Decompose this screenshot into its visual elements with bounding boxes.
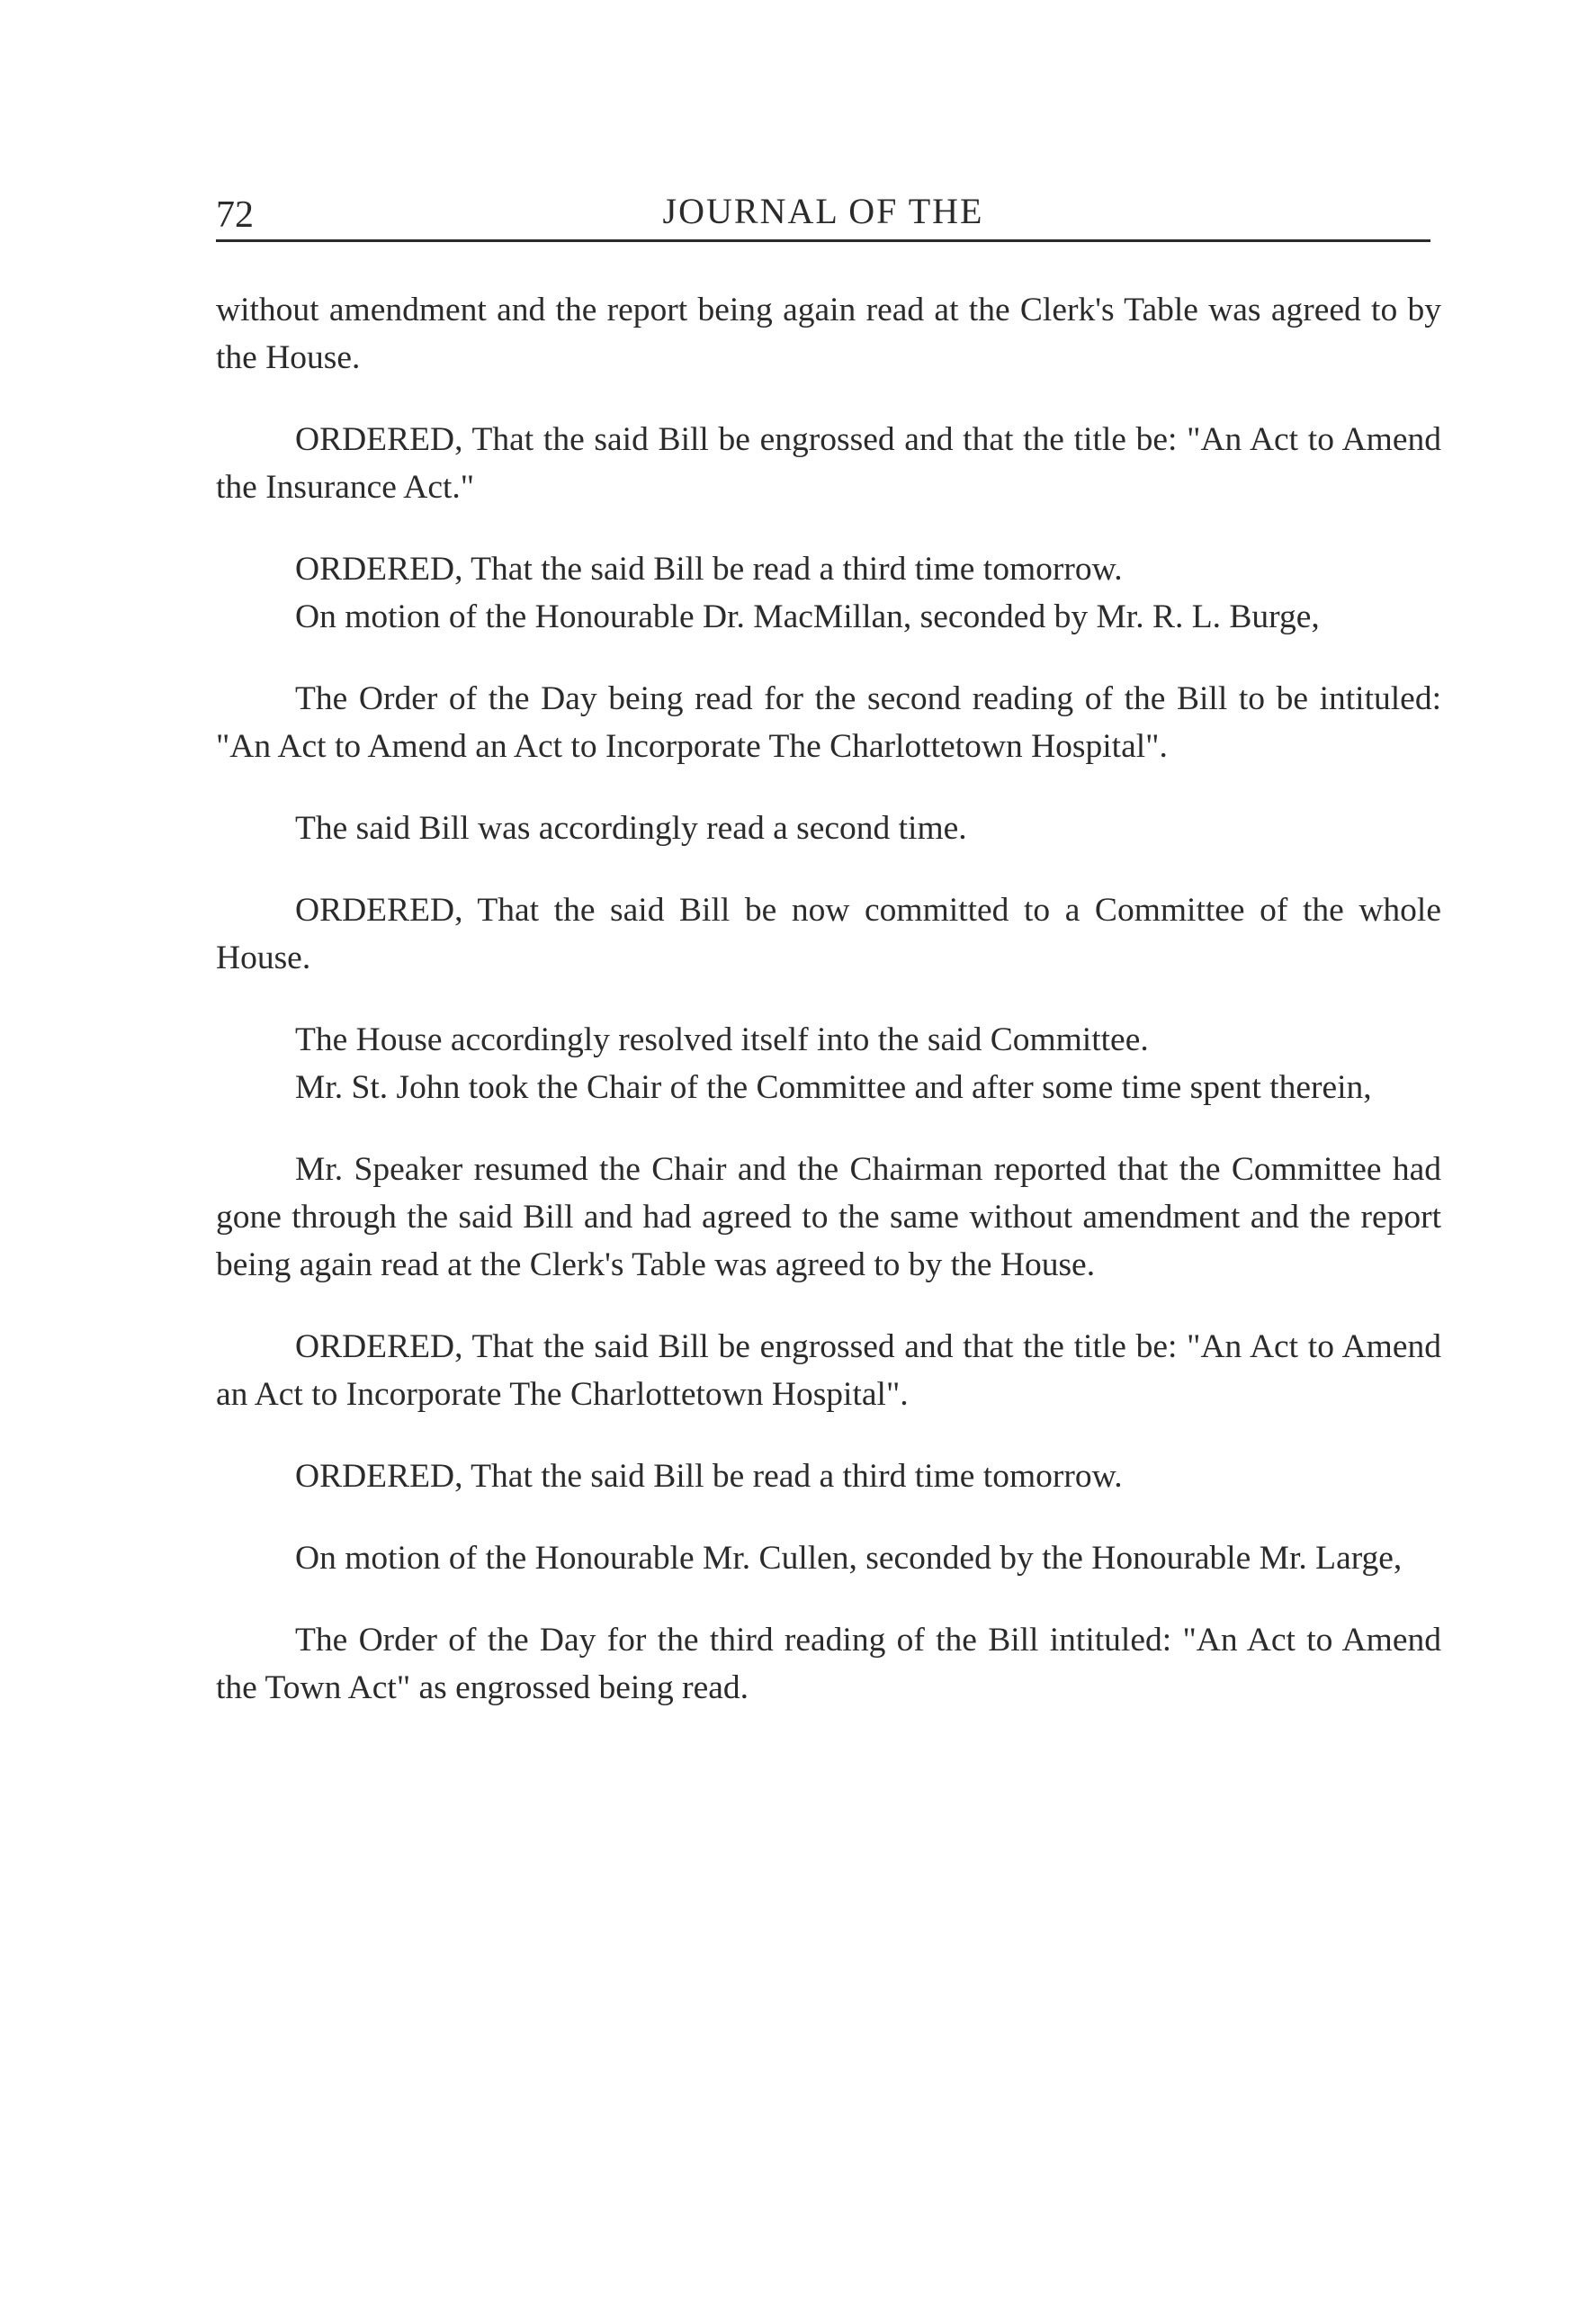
paragraph-order-of-day-third-reading: The Order of the Day for the third reading of the Bill intituled: "An Act to Amend the Town Act" as engrossed being read. — [216, 1622, 1441, 1706]
paragraph-house-resolved: The House accordingly resolved itself into the said Committee. — [295, 1021, 1149, 1058]
paragraph-st-john-chair: Mr. St. John took the Chair of the Committee and after some time spent therein, — [295, 1069, 1372, 1106]
paragraph-ordered-third-reading: ORDERED, That the said Bill be read a third time tomorrow. — [295, 551, 1123, 588]
running-head — [216, 185, 1430, 242]
journal-body — [216, 286, 1441, 1746]
paragraph-ordered-third-reading-hospital: ORDERED, That the said Bill be read a third time tomorrow. — [295, 1458, 1123, 1495]
paragraph-motion-cullen: On motion of the Honourable Mr. Cullen, seconded by the Honourable Mr. Large, — [295, 1540, 1403, 1577]
paragraph-continued-report: without amendment and the report being again read at the Clerk's Table was agreed to by the House. — [216, 292, 1441, 376]
journal-title: JOURNAL OF THE — [662, 191, 984, 231]
paragraph-ordered-committed: ORDERED, That the said Bill be now committed to a Committee of the whole House. — [216, 892, 1441, 976]
paragraph-read-second-time: The said Bill was accordingly read a second time. — [295, 810, 967, 847]
paragraph-motion-macmillan: On motion of the Honourable Dr. MacMillan, seconded by Mr. R. L. Burge, — [295, 598, 1320, 635]
paragraph-order-of-day-second-reading: The Order of the Day being read for the second reading of the Bill to be intituled: "An Act to Amend an Act to Incorporate The Charlottetown Hospital". — [216, 680, 1441, 765]
paragraph-ordered-engrossed-hospital: ORDERED, That the said Bill be engrossed and that the title be: "An Act to Amend an Act to Incorporate The Charlottetown Hospital". — [216, 1328, 1441, 1413]
page-number: 72 — [216, 194, 254, 236]
paragraph-speaker-resumed: Mr. Speaker resumed the Chair and the Chairman reported that the Committee had gone through the said Bill and had agreed to the same without amendment and the report being again read at the Clerk's Table was agreed to by the House. — [216, 1151, 1441, 1283]
paragraph-ordered-engrossed-insurance: ORDERED, That the said Bill be engrossed and that the title be: "An Act to Amend the Insurance Act." — [216, 421, 1441, 506]
